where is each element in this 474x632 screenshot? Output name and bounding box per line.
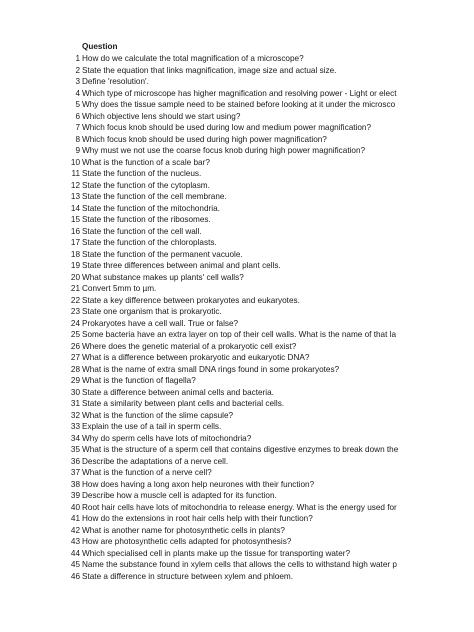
- question-number: 30: [70, 387, 80, 397]
- question-number: 11: [71, 169, 80, 178]
- question-text: How do we calculate the total magnification of a microscope?: [82, 54, 304, 63]
- question-number: 36: [70, 456, 80, 466]
- question-row: [0, 559, 474, 571]
- question-row: [0, 467, 474, 479]
- question-text: State the function of the cell membrane.: [82, 192, 227, 201]
- question-row: [0, 513, 474, 525]
- question-row: [0, 410, 474, 422]
- question-row: [0, 352, 474, 364]
- question-text: State three differences between animal and plant cells.: [82, 261, 281, 270]
- question-text: State the function of the cytoplasm.: [82, 180, 210, 190]
- question-row: [0, 502, 474, 514]
- question-number: 21: [70, 284, 80, 293]
- question-text: What is the name of extra small DNA rings found in some prokaryotes?: [82, 364, 340, 374]
- question-row: [0, 433, 474, 445]
- question-text: State one organism that is prokaryotic.: [82, 307, 222, 316]
- question-row: [0, 329, 474, 341]
- question-number: 40: [70, 502, 80, 512]
- question-row: [0, 249, 474, 261]
- question-text: Root hair cells have lots of mitochondria to release energy. What is the energy used for: [82, 502, 397, 512]
- question-row: [0, 157, 474, 169]
- question-row: [0, 536, 474, 548]
- question-row: [0, 214, 474, 226]
- question-number: 16: [70, 226, 80, 236]
- question-row: [0, 272, 474, 284]
- question-number: 22: [70, 295, 80, 305]
- question-text: State the function of the nucleus.: [82, 169, 202, 178]
- question-number: 2: [75, 65, 80, 75]
- question-text: What is a difference between prokaryotic and eukaryotic DNA?: [82, 353, 310, 362]
- question-number: 32: [70, 410, 80, 420]
- question-number: 24: [70, 318, 80, 328]
- question-number: 1: [75, 54, 80, 63]
- question-number: 27: [70, 353, 80, 362]
- question-row: [0, 548, 474, 560]
- question-number: 5: [75, 100, 80, 109]
- question-row: [0, 168, 474, 180]
- question-text: Describe the adaptations of a nerve cell.: [82, 456, 229, 466]
- question-text: What is the function of a scale bar?: [82, 157, 210, 167]
- question-text: Name the substance found in xylem cells that allows the cells to withstand high water p: [82, 560, 397, 569]
- question-text: State a similarity between plant cells and bacterial cells.: [82, 399, 285, 408]
- question-number: 14: [70, 203, 80, 213]
- question-text: Explain the use of a tail in sperm cells.: [82, 422, 222, 431]
- question-number: 20: [70, 272, 80, 282]
- question-number: 25: [70, 330, 80, 339]
- question-number: 43: [70, 537, 80, 546]
- question-row: [0, 295, 474, 307]
- question-number: 41: [70, 514, 80, 523]
- question-row: [0, 65, 474, 77]
- question-number: 42: [70, 525, 80, 535]
- question-number: 18: [70, 249, 80, 259]
- question-number: 23: [70, 307, 80, 316]
- question-row: [0, 122, 474, 134]
- question-row: [0, 99, 474, 111]
- question-text: Why do sperm cells have lots of mitochondria?: [82, 433, 252, 443]
- question-row: [0, 387, 474, 399]
- question-number: 4: [75, 88, 80, 98]
- question-row: [0, 145, 474, 157]
- question-number: 45: [70, 560, 80, 569]
- question-text: What is the function of flagella?: [82, 376, 196, 385]
- question-number: 39: [70, 491, 80, 500]
- question-number: 15: [70, 215, 80, 224]
- question-row: [0, 456, 474, 468]
- question-text: What is the function of the slime capsule?: [82, 410, 234, 420]
- question-text: What is the function of a nerve cell?: [82, 468, 212, 477]
- number-column-header: [0, 41, 72, 53]
- question-number: 3: [75, 77, 80, 86]
- question-number: 8: [75, 134, 80, 144]
- question-number: 37: [70, 468, 80, 477]
- question-text: Which type of microscope has higher magnification and resolving power - Light or elect: [82, 88, 397, 98]
- question-text: How do the extensions in root hair cells help with their function?: [82, 514, 313, 523]
- question-text: Which focus knob should be used during low and medium power magnification?: [82, 123, 372, 132]
- question-text: State a difference in structure between xylem and phloem.: [82, 571, 294, 581]
- question-number: 26: [70, 341, 80, 351]
- question-row: [0, 88, 474, 100]
- question-text: Convert 5mm to µm.: [82, 284, 157, 293]
- question-number: 44: [70, 548, 80, 558]
- question-row: [0, 306, 474, 318]
- question-text: State the equation that links magnification, image size and actual size.: [82, 65, 337, 75]
- question-row: [0, 203, 474, 215]
- question-row: [0, 341, 474, 353]
- question-row: [0, 479, 474, 491]
- question-row: [0, 180, 474, 192]
- question-text: Why does the tissue sample need to be stained before looking at it under the microsco: [82, 100, 396, 109]
- question-text: State the function of the permanent vacuole.: [82, 249, 243, 259]
- question-text: Which objective lens should we start using?: [82, 111, 241, 121]
- question-text: Which focus knob should be used during high power magnification?: [82, 134, 327, 144]
- question-row: [0, 444, 474, 456]
- question-row: [0, 490, 474, 502]
- question-number: 17: [70, 238, 80, 247]
- question-number: 46: [70, 571, 80, 581]
- question-row: [0, 191, 474, 203]
- question-text: State the function of the ribosomes.: [82, 215, 211, 224]
- question-number: 19: [70, 261, 80, 270]
- question-number: 10: [70, 157, 80, 167]
- question-number: 31: [70, 399, 80, 408]
- question-text: State the function of the cell wall.: [82, 226, 202, 236]
- question-row: [0, 421, 474, 433]
- question-row: [0, 571, 474, 583]
- question-number: 7: [75, 123, 80, 132]
- question-text: How are photosynthetic cells adapted for photosynthesis?: [82, 537, 292, 546]
- question-text: State the function of the chloroplasts.: [82, 238, 217, 247]
- question-row: [0, 76, 474, 88]
- question-number: 6: [75, 111, 80, 121]
- question-row: [0, 283, 474, 295]
- question-text: What substance makes up plants' cell walls?: [82, 272, 244, 282]
- question-column-header: Question: [82, 42, 118, 51]
- question-row: [0, 375, 474, 387]
- question-text: Describe how a muscle cell is adapted for its function.: [82, 491, 277, 500]
- question-text: Define 'resolution'.: [82, 77, 149, 86]
- question-row: [0, 111, 474, 123]
- question-row: [0, 318, 474, 330]
- question-text: Where does the genetic material of a prokaryotic cell exist?: [82, 341, 297, 351]
- question-number: 35: [70, 445, 80, 454]
- question-sheet: [0, 41, 474, 601]
- question-row: [0, 237, 474, 249]
- header-row: [0, 41, 474, 53]
- question-number: 9: [75, 146, 80, 155]
- question-text: What is another name for photosynthetic cells in plants?: [82, 525, 285, 535]
- question-row: [0, 53, 474, 65]
- question-row: [0, 226, 474, 238]
- question-row: [0, 398, 474, 410]
- question-number: 13: [70, 192, 80, 201]
- question-number: 28: [70, 364, 80, 374]
- question-row: [0, 525, 474, 537]
- question-text: Prokaryotes have a cell wall. True or false?: [82, 318, 239, 328]
- question-row: [0, 364, 474, 376]
- question-text: State a difference between animal cells and bacteria.: [82, 387, 274, 397]
- question-number: 33: [70, 422, 80, 431]
- question-text: Which specialised cell in plants make up the tissue for transporting water?: [82, 548, 351, 558]
- question-number: 12: [70, 180, 80, 190]
- question-text: Why must we not use the coarse focus knob during high power magnification?: [82, 146, 366, 155]
- question-text: State a key difference between prokaryotes and eukaryotes.: [82, 295, 300, 305]
- question-row: [0, 260, 474, 272]
- question-number: 29: [70, 376, 80, 385]
- question-number: 38: [70, 479, 80, 489]
- question-number: 34: [70, 433, 80, 443]
- question-row: [0, 134, 474, 146]
- question-text: How does having a long axon help neurones with their function?: [82, 479, 315, 489]
- question-text: Some bacteria have an extra layer on top of their cell walls. What is the name of that la: [82, 330, 397, 339]
- question-text: State the function of the mitochondria.: [82, 203, 220, 213]
- question-list: [0, 53, 474, 582]
- question-text: What is the structure of a sperm cell that contains digestive enzymes to break down the: [82, 445, 399, 454]
